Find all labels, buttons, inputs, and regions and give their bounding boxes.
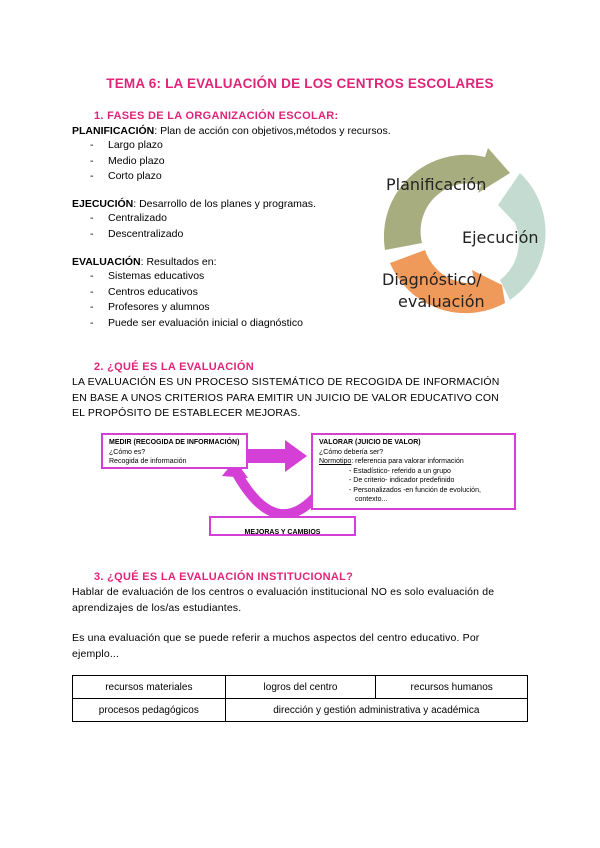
section-3-paragraph-1: Hablar de evaluación de los centros o evaluación institucional NO es solo evaluación de aprendizajes de los/as estudiantes. [72, 586, 495, 614]
cycle-label-diagnostico-2: evaluación [398, 292, 485, 311]
planificacion-text: : Plan de acción con objetivos,métodos y recursos. [154, 125, 391, 137]
ejecucion-label: EJECUCIÓN [72, 198, 134, 210]
section-2-heading: 2. ¿QUÉ ES LA EVALUACIÓN [94, 361, 254, 373]
table-cell: dirección y gestión administrativa y académica [225, 699, 527, 722]
list-item: - Profesores y alumnos [90, 301, 210, 313]
cycle-label-diagnostico-1: Diagnóstico/ [382, 270, 482, 289]
list-item: - Corto plazo [90, 170, 162, 182]
cycle-label-ejecucion: Ejecución [462, 228, 539, 247]
aspects-table [72, 675, 528, 722]
mejoras-label: MEJORAS Y CAMBIOS [244, 529, 321, 536]
medir-line: Recogida de información [109, 458, 187, 465]
medir-title: MEDIR (RECOGIDA DE INFORMACIÓN) [109, 439, 240, 446]
table-cell: recursos humanos [376, 676, 528, 699]
page-title: TEMA 6: LA EVALUACIÓN DE LOS CENTROS ESCOLARES [106, 76, 494, 91]
section-2-paragraph: LA EVALUACIÓN ES UN PROCESO SISTEMÁTICO DE RECOGIDA DE INFORMACIÓN EN BASE A UNOS CRITERIOS PARA EMITIR UN JUICIO DE VALOR EDUCATIVO CON EL PROPÓSITO DE ESTABLECER MEJORAS. [72, 376, 500, 419]
evaluacion-text: : Resultados en: [140, 256, 217, 268]
evaluacion-definition [72, 255, 217, 270]
table-cell: recursos materiales [73, 676, 226, 699]
valorar-title: VALORAR (JUICIO DE VALOR) [319, 439, 421, 446]
list-item: - Sistemas educativos [90, 270, 205, 282]
section-3-paragraph-2: Es una evaluación que se puede referir a muchos aspectos del centro educativo. Por ejemplo... [72, 632, 480, 660]
valorar-item: contexto... [355, 496, 388, 503]
evaluacion-label: EVALUACIÓN [72, 256, 141, 268]
section-1-heading: 1. FASES DE LA ORGANIZACIÓN ESCOLAR: [94, 110, 339, 122]
medir-box [101, 433, 248, 469]
ejecucion-text: : Desarrollo de los planes y programas. [133, 198, 316, 210]
valorar-item: - Personalizados -en función de evolución, [349, 486, 481, 494]
valorar-item: - De criterio- indicador predefinido [349, 477, 455, 484]
ejecucion-list [90, 211, 183, 242]
planificacion-definition [72, 124, 391, 139]
section-3-heading: 3. ¿QUÉ ES LA EVALUACIÓN INSTITUCIONAL? [94, 571, 354, 583]
list-item: - Centros educativos [90, 285, 198, 298]
valorar-question: ¿Cómo debería ser? [319, 448, 384, 456]
arrow-right [248, 440, 307, 472]
valorar-item: - Estadístico- referido a un grupo [349, 467, 451, 475]
list-item: - Centralizado [90, 212, 167, 224]
list-item: - Descentralizado [90, 227, 184, 240]
curved-return-arrow [235, 470, 318, 514]
list-item: - Puede ser evaluación inicial o diagnóstico [90, 316, 303, 329]
table-row [73, 676, 528, 699]
list-item: - Medio plazo [90, 154, 165, 167]
ejecucion-definition [72, 197, 316, 212]
mejoras-box [209, 516, 356, 536]
medir-line: ¿Cómo es? [109, 448, 146, 456]
organization-cycle-diagram [370, 145, 560, 325]
cycle-label-planificacion: Planificación [386, 175, 487, 194]
planificacion-label: PLANIFICACIÓN [72, 125, 155, 137]
valorar-box [311, 433, 516, 510]
table-cell: logros del centro [225, 676, 376, 699]
table-row [73, 699, 528, 722]
list-item: - Largo plazo [90, 139, 163, 151]
table-cell: procesos pedagógicos [73, 699, 226, 722]
valorar-normotipo: Normotipo: referencia para valorar información [319, 458, 464, 465]
planificacion-list [90, 138, 165, 185]
evaluacion-list [90, 269, 303, 331]
